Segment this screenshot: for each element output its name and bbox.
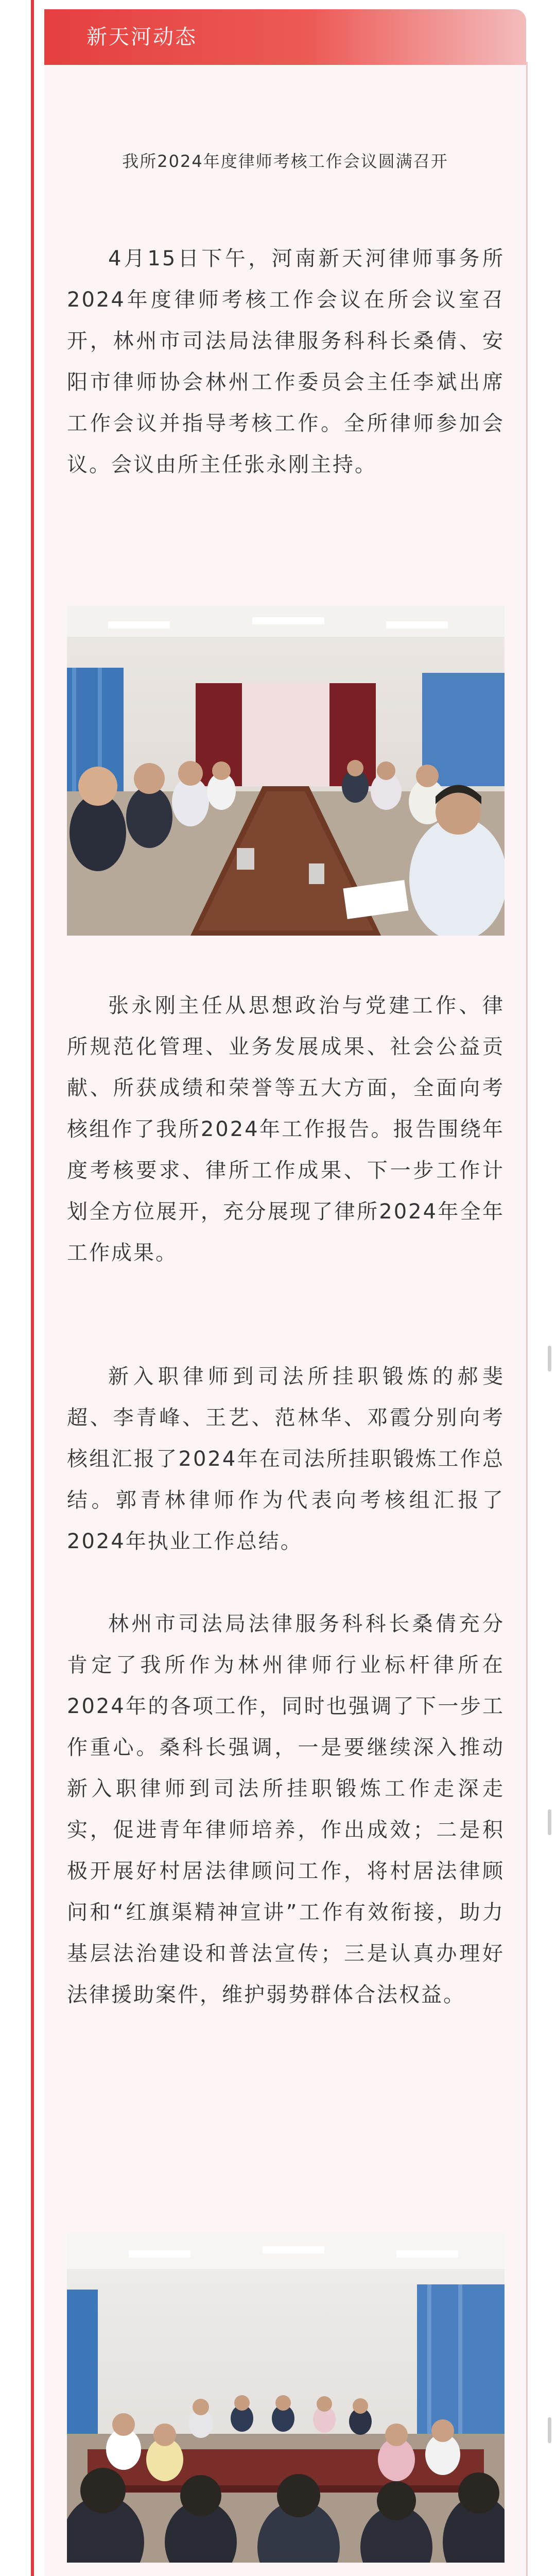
article-title: 我所2024年度律师考核工作会议圆满召开 (122, 151, 448, 171)
right-margin-mark (548, 1809, 551, 1835)
paragraph-new-lawyers: 新入职律师到司法所挂职锻炼的郝斐超、李青峰、王艺、范林华、邓霞分别向考核组汇报了2024年在司法所挂职锻炼工作总结。郭青林律师作为代表向考核组汇报了2024年执业工作总结。 (67, 1365, 505, 1553)
section-title: 新天河动态 (86, 25, 197, 49)
right-margin-mark (548, 1346, 551, 1371)
paragraph-intro: 4月15日下午，河南新天河律师事务所2024年度律师考核工作会议在所会议室召开，林州市司法局法律服务科科长桑倩、安阳市律师协会林州工作委员会主任李斌出席工作会议并指导考核工作。全所律师参加会议。会议由所主任张永刚主持。 (67, 247, 505, 477)
paragraph-speech: 林州市司法局法律服务科科长桑倩充分肯定了我所作为林州律师行业标杆律所在2024年的各项工作，同时也强调了下一步工作重心。桑科长强调，一是要继续深入推动新入职律师到司法所挂职锻炼工作走深走实，促进青年律师培养，作出成效；二是积极开展好村居法律顾问工作，将村居法律顾问和“红旗渠精神宣讲”工作有效衔接，助力基层法治建设和普法宣传；三是认真办理好法律援助案件，维护弱势群体合法权益。 (67, 1612, 505, 2007)
meeting-room-photo-1 (67, 606, 505, 936)
meeting-room-photo-2 (67, 2233, 505, 2563)
left-accent-rule (31, 0, 34, 2576)
meeting-photo-2 (67, 2233, 505, 2563)
meeting-photo-1 (67, 606, 505, 936)
right-margin-mark (548, 2417, 551, 2443)
right-accent-rule (526, 62, 528, 2576)
paragraph-report: 张永刚主任从思想政治与党建工作、律所规范化管理、业务发展成果、社会公益贡献、所获成绩和荣誉等五大方面，全面向考核组作了我所2024年工作报告。报告围绕年度考核要求、律所工作成果、下一步工作计划全方位展开，充分展现了律所2024年全年工作成果。 (67, 994, 505, 1265)
